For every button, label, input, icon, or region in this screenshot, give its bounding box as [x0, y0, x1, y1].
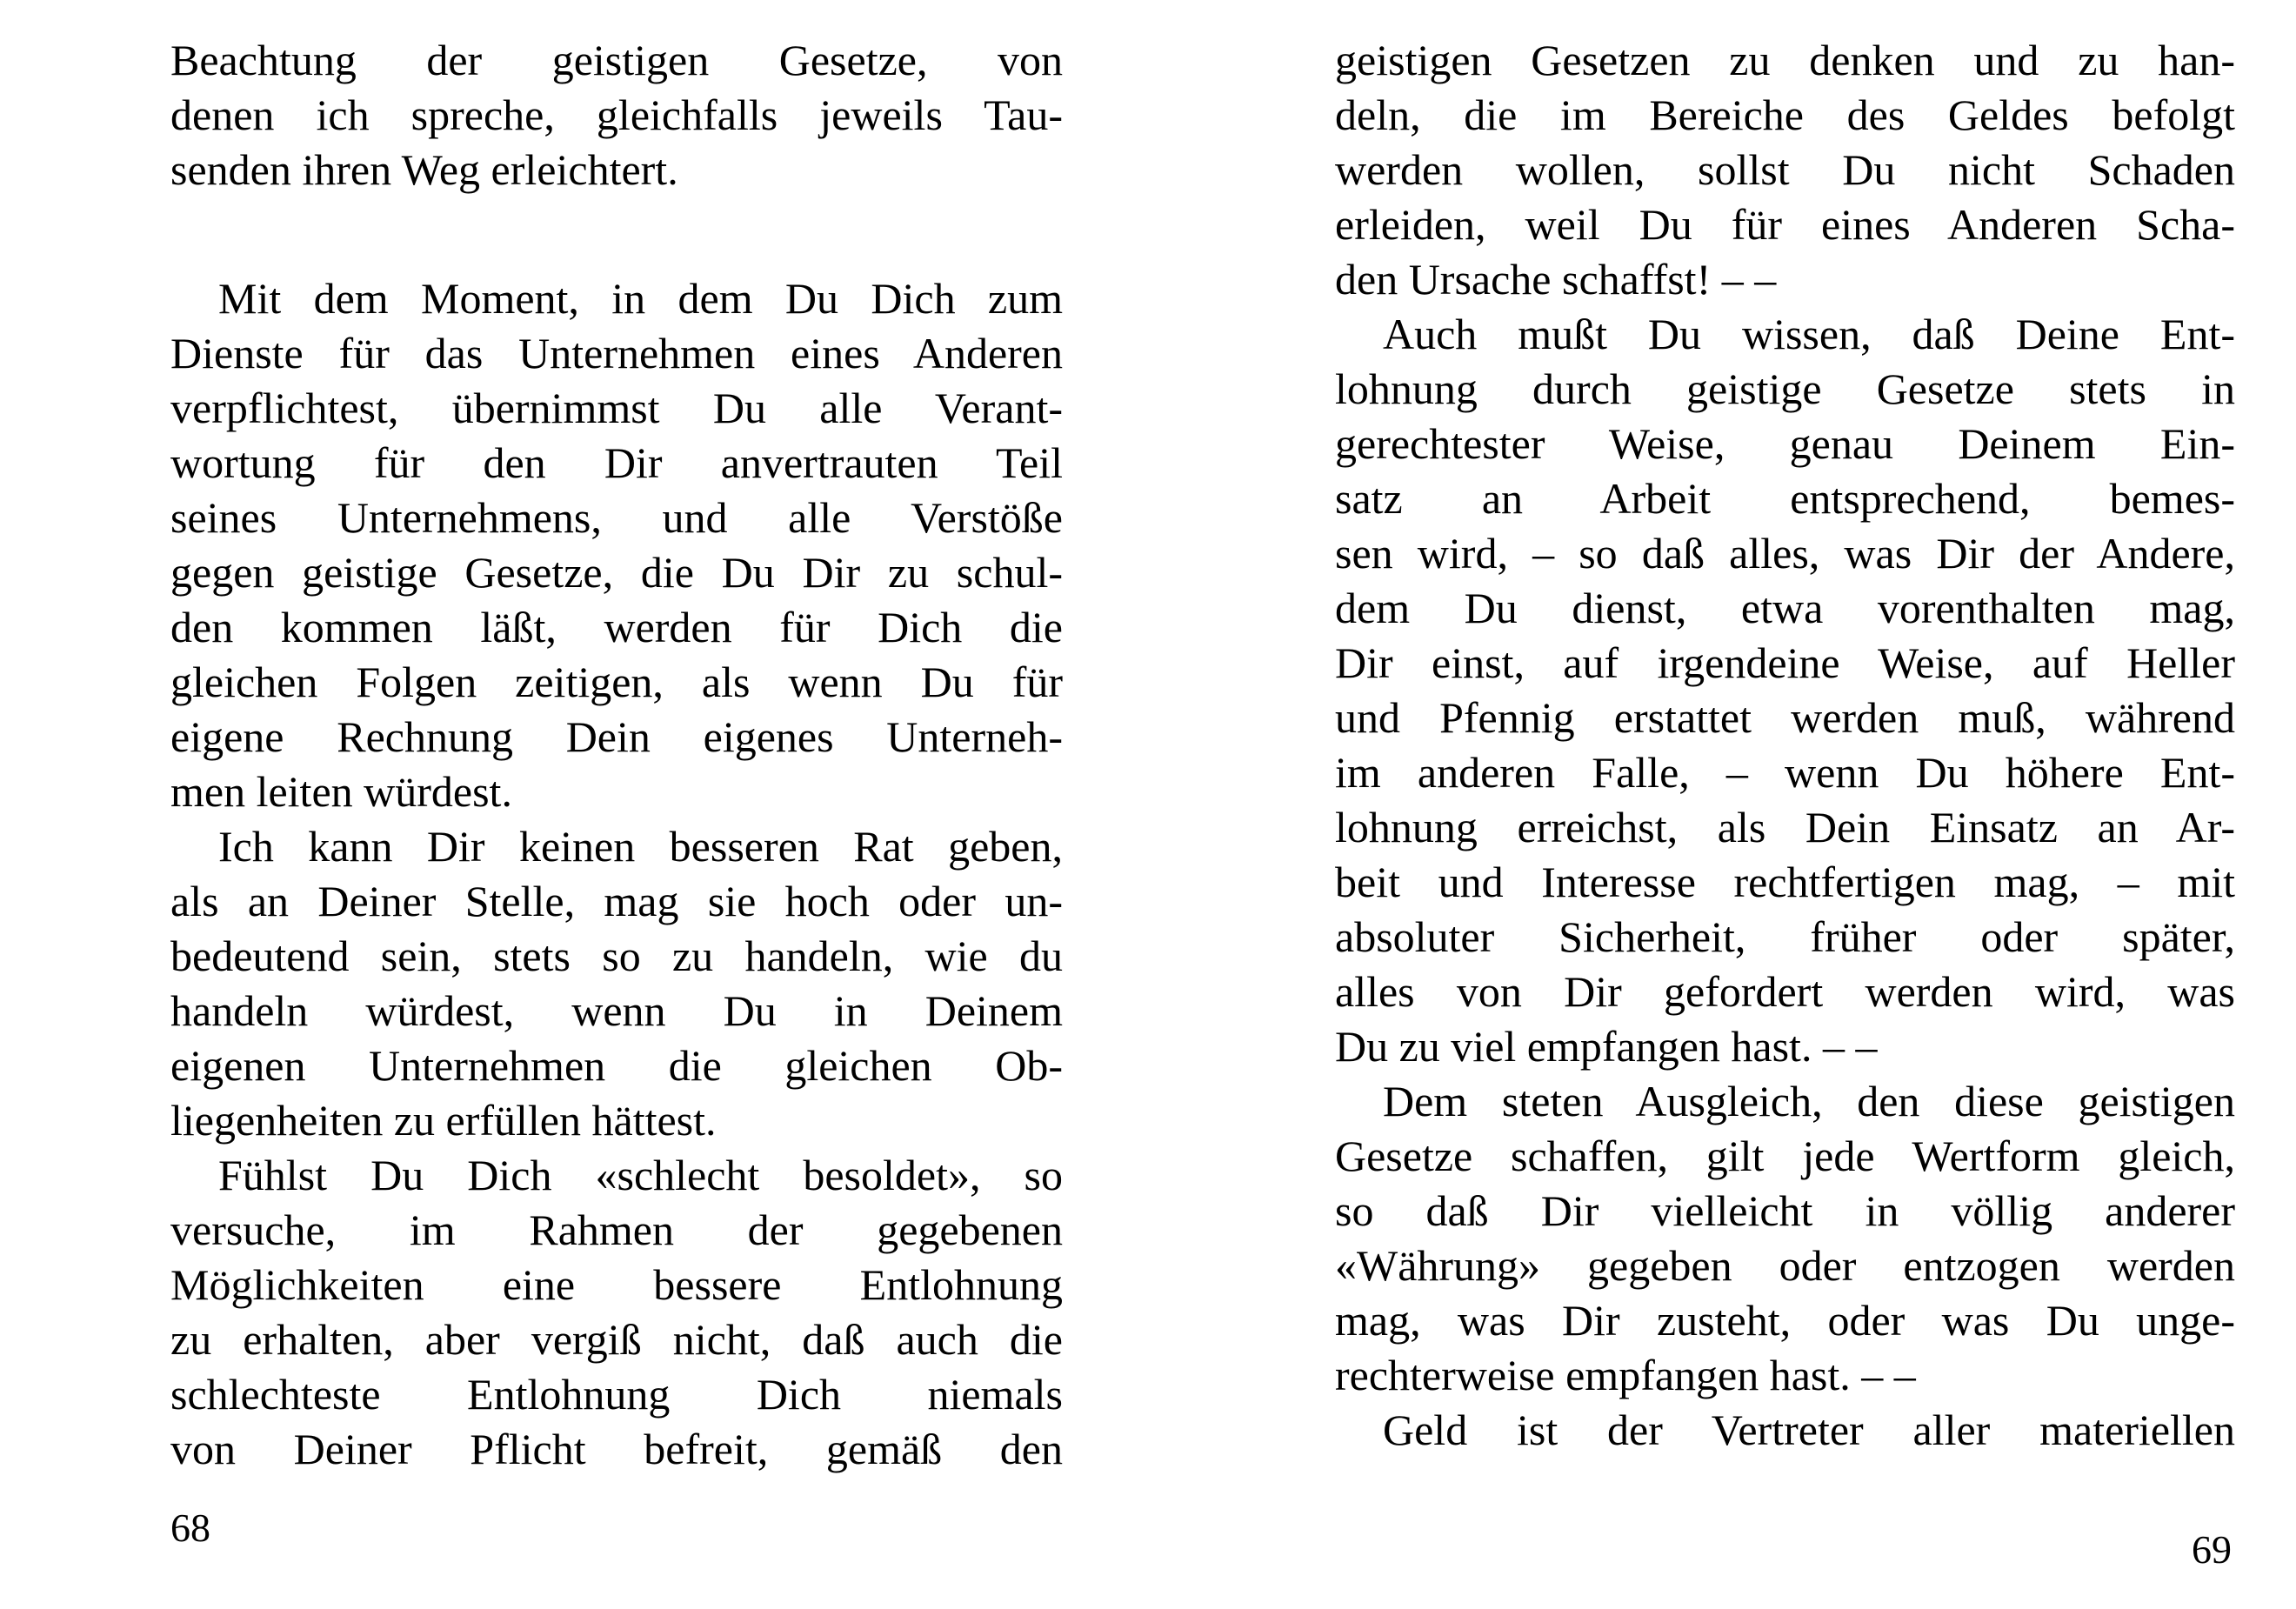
text-line: Beachtung der geistigen Gesetze, von — [170, 36, 1063, 84]
text-line: Geld ist der Vertreter aller materiellen — [1383, 1405, 2235, 1454]
text-line: den Ursache schaffst! – – — [1335, 255, 1777, 304]
text-line: Dem steten Ausgleich, den diese geistigen — [1383, 1077, 2235, 1125]
text-line: mag, was Dir zusteht, oder was Du unge- — [1335, 1296, 2235, 1345]
text-line: Auch mußt Du wissen, daß Deine Ent- — [1383, 310, 2235, 358]
text-line: gleichen Folgen zeitigen, als wenn Du für — [170, 658, 1063, 706]
text-line: eigene Rechnung Dein eigenes Unterneh- — [170, 712, 1063, 761]
text-line: erleiden, weil Du für eines Anderen Scha- — [1335, 200, 2235, 249]
text-line: senden ihren Weg erleichtert. — [170, 145, 678, 194]
text-line: gegen geistige Gesetze, die Du Dir zu schul- — [170, 548, 1063, 597]
text-line: versuche, im Rahmen der gegebenen — [170, 1205, 1063, 1254]
text-line: liegenheiten zu erfüllen hättest. — [170, 1096, 717, 1145]
text-line: satz an Arbeit entsprechend, bemes- — [1335, 474, 2235, 523]
text-line: sen wird, – so daß alles, was Dir der Andere, — [1335, 529, 2235, 578]
text-line: bedeutend sein, stets so zu handeln, wie du — [170, 931, 1063, 980]
text-line: geistigen Gesetzen zu denken und zu han- — [1335, 36, 2235, 84]
text-line: verpflichtest, übernimmst Du alle Verant- — [170, 384, 1063, 432]
text-line: so daß Dir vielleicht in völlig anderer — [1335, 1186, 2235, 1235]
page-number-left: 68 — [170, 1506, 210, 1550]
text-line: alles von Dir gefordert werden wird, was — [1335, 967, 2235, 1016]
page-number-right: 69 — [2192, 1527, 2232, 1572]
text-line: schlechteste Entlohnung Dich niemals — [170, 1370, 1063, 1419]
text-line: «Währung» gegeben oder entzogen werden — [1335, 1241, 2235, 1290]
text-line: rechterweise empfangen hast. – – — [1335, 1351, 1916, 1399]
text-line: Möglichkeiten eine bessere Entlohnung — [170, 1260, 1063, 1309]
text-line: und Pfennig erstattet werden muß, während — [1335, 693, 2235, 742]
text-line: beit und Interesse rechtfertigen mag, – mit — [1335, 858, 2235, 906]
text-line: von Deiner Pflicht befreit, gemäß den — [170, 1425, 1063, 1473]
text-line: werden wollen, sollst Du nicht Schaden — [1335, 145, 2235, 194]
text-line: Du zu viel empfangen hast. – – — [1335, 1022, 1878, 1071]
text-line: seines Unternehmens, und alle Verstöße — [170, 493, 1063, 542]
text-line: Fühlst Du Dich «schlecht besoldet», so — [218, 1151, 1063, 1199]
text-line: eigenen Unternehmen die gleichen Ob- — [170, 1041, 1063, 1090]
text-line: den kommen läßt, werden für Dich die — [170, 603, 1063, 651]
text-line: deln, die im Bereiche des Geldes befolgt — [1335, 90, 2235, 139]
text-line: zu erhalten, aber vergiß nicht, daß auch die — [170, 1315, 1063, 1364]
text-line: Mit dem Moment, in dem Du Dich zum — [218, 274, 1063, 323]
text-line: Dienste für das Unternehmen eines Anderen — [170, 329, 1063, 377]
text-line: men leiten würdest. — [170, 767, 512, 816]
text-line: denen ich spreche, gleichfalls jeweils Tau- — [170, 90, 1063, 139]
text-line: absoluter Sicherheit, früher oder später, — [1335, 912, 2235, 961]
text-line: Ich kann Dir keinen besseren Rat geben, — [218, 822, 1063, 871]
left-page-text — [170, 33, 1063, 1477]
text-line: lohnung erreichst, als Dein Einsatz an Ar- — [1335, 803, 2235, 851]
text-line: im anderen Falle, – wenn Du höhere Ent- — [1335, 748, 2235, 797]
paragraph-gap — [170, 197, 1063, 271]
right-page — [1148, 0, 2296, 1609]
text-line: als an Deiner Stelle, mag sie hoch oder un- — [170, 877, 1063, 925]
text-line: dem Du dienst, etwa vorenthalten mag, — [1335, 584, 2235, 632]
text-line: Gesetze schaffen, gilt jede Wertform gleich, — [1335, 1132, 2235, 1180]
text-line: lohnung durch geistige Gesetze stets in — [1335, 364, 2235, 413]
text-line: gerechtester Weise, genau Deinem Ein- — [1335, 419, 2235, 468]
right-page-text — [1335, 33, 2235, 1458]
text-line: Dir einst, auf irgendeine Weise, auf Heller — [1335, 638, 2235, 687]
text-line: wortung für den Dir anvertrauten Teil — [170, 438, 1063, 487]
text-line: handeln würdest, wenn Du in Deinem — [170, 986, 1063, 1035]
